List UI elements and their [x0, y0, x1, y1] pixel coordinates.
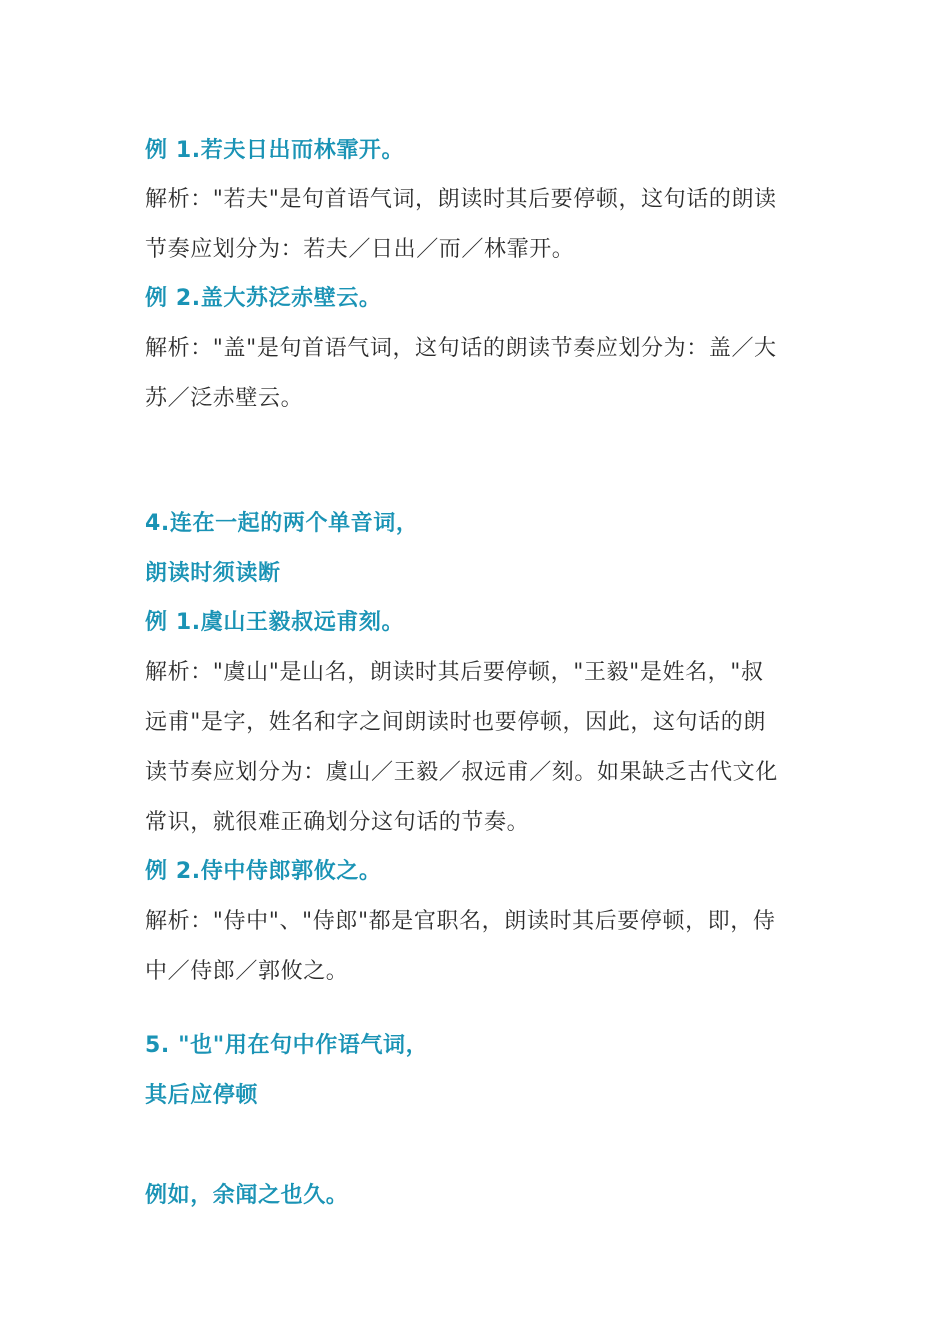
- example-2-analysis-line-1: 解析："盖"是句首语气词，这句话的朗读节奏应划分为：盖／大: [145, 336, 777, 361]
- section-4-example-1-analysis-line-4: 常识，就很难正确划分这句话的节奏。: [145, 810, 530, 835]
- example-1-analysis-line-2: 节奏应划分为：若夫／日出／而／林霏开。: [145, 237, 575, 262]
- section-4-example-1-title: 例 1.虞山王毅叔远甫刻。: [145, 610, 405, 635]
- section-5-heading-line-2: 其后应停顿: [145, 1083, 259, 1108]
- section-4-heading-line-2: 朗读时须读断: [145, 561, 281, 586]
- section-4-example-1-analysis-line-3: 读节奏应划分为：虞山／王毅／叔远甫／刻。如果缺乏古代文化: [145, 760, 778, 785]
- section-5-example-title: 例如，余闻之也久。: [145, 1183, 349, 1208]
- example-1-title: 例 1.若夫日出而林霏开。: [145, 138, 405, 163]
- section-4-example-2-analysis-line-2: 中／侍郎／郭攸之。: [145, 959, 349, 984]
- example-1-analysis-line-1: 解析："若夫"是句首语气词，朗读时其后要停顿，这句话的朗读: [145, 187, 777, 212]
- section-4-example-1-analysis-line-1: 解析："虞山"是山名，朗读时其后要停顿，"王毅"是姓名，"叔: [145, 660, 764, 685]
- example-2-title: 例 2.盖大苏泛赤壁云。: [145, 286, 382, 311]
- section-4-example-1-analysis-line-2: 远甫"是字，姓名和字之间朗读时也要停顿，因此，这句话的朗: [145, 710, 766, 735]
- section-5-heading-line-1: 5. "也"用在句中作语气词，: [145, 1033, 429, 1058]
- example-2-analysis-line-2: 苏／泛赤壁云。: [145, 386, 304, 411]
- section-4-example-2-title: 例 2.侍中侍郎郭攸之。: [145, 859, 382, 884]
- section-4-heading-line-1: 4.连在一起的两个单音词，: [145, 511, 419, 536]
- section-4-example-2-analysis-line-1: 解析："侍中"、"侍郎"都是官职名，朗读时其后要停顿，即，侍: [145, 909, 776, 934]
